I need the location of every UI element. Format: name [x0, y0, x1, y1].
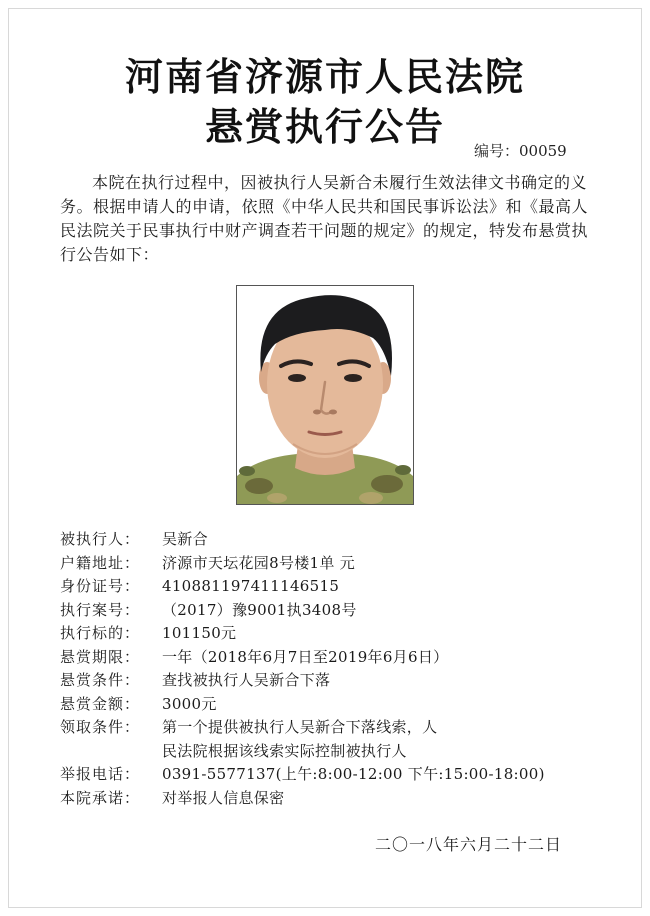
field-value: （2017）豫9001执3408号: [162, 600, 357, 619]
field-row-claim-condition-cont: [60, 740, 620, 764]
field-label: 执行标的：: [60, 624, 141, 642]
field-row-case-number: [60, 599, 620, 623]
field-row-reward-amount: [60, 693, 620, 717]
field-row-amount-due: [60, 622, 620, 646]
field-label: 身份证号：: [60, 577, 141, 595]
field-value: 对举报人信息保密: [162, 788, 285, 807]
field-value: 民法院根据该线索实际控制被执行人: [162, 741, 407, 760]
field-value: 0391-5577137(上午:8:00-12:00 下午:15:00-18:00): [162, 765, 545, 783]
court-title: 河南省济源市人民法院: [124, 54, 525, 99]
field-row-reward-period: [60, 646, 620, 670]
field-row-report-phone: [60, 763, 620, 787]
field-row-respondent: [60, 528, 620, 552]
field-label: 领取条件：: [60, 718, 141, 736]
field-label: 悬赏金额：: [60, 694, 141, 713]
field-row-id-number: [60, 575, 620, 599]
intro-paragraph: 本院在执行过程中，因被执行人吴新合未履行生效法律文书确定的义务。根据申请人的申请，依照《中华人民共和国民事诉讼法》和《最高人民法院关于民事执行中财产调查若干问题的规定》的规定，特发布悬赏执行公告如下：: [60, 173, 589, 264]
portrait-icon: [237, 286, 413, 504]
document-number: 编号：00059: [474, 142, 567, 160]
notice-title: 悬赏执行公告: [204, 104, 445, 149]
field-label: 悬赏条件：: [60, 671, 141, 689]
field-label: 悬赏期限：: [60, 647, 141, 666]
field-label: 本院承诺：: [60, 788, 141, 807]
field-label-spacer: [60, 740, 162, 764]
field-row-address: [60, 552, 620, 576]
field-value: 吴新合: [162, 530, 208, 548]
notice-fields: [60, 528, 620, 810]
field-value: 3000元: [162, 694, 217, 713]
field-row-reward-condition: [60, 669, 620, 693]
field-value: 一年（2018年6月7日至2019年6月6日）: [162, 647, 449, 666]
field-value: 410881197411146515: [162, 577, 340, 595]
field-value: 第一个提供被执行人吴新合下落线索，人: [162, 718, 438, 736]
field-row-court-pledge: [60, 787, 620, 811]
field-value: 济源市天坛花园8号楼1单 元: [162, 553, 356, 572]
field-value: 101150元: [162, 624, 237, 642]
portrait-photo: [236, 285, 414, 505]
field-row-claim-condition: [60, 716, 620, 740]
notice-date: 二〇一八年六月二十二日: [375, 835, 563, 854]
field-label: 举报电话：: [60, 765, 141, 783]
field-label: 执行案号：: [60, 600, 141, 619]
field-label: 被执行人：: [60, 530, 141, 548]
field-value: 查找被执行人吴新合下落: [162, 671, 331, 689]
field-label: 户籍地址：: [60, 553, 141, 572]
